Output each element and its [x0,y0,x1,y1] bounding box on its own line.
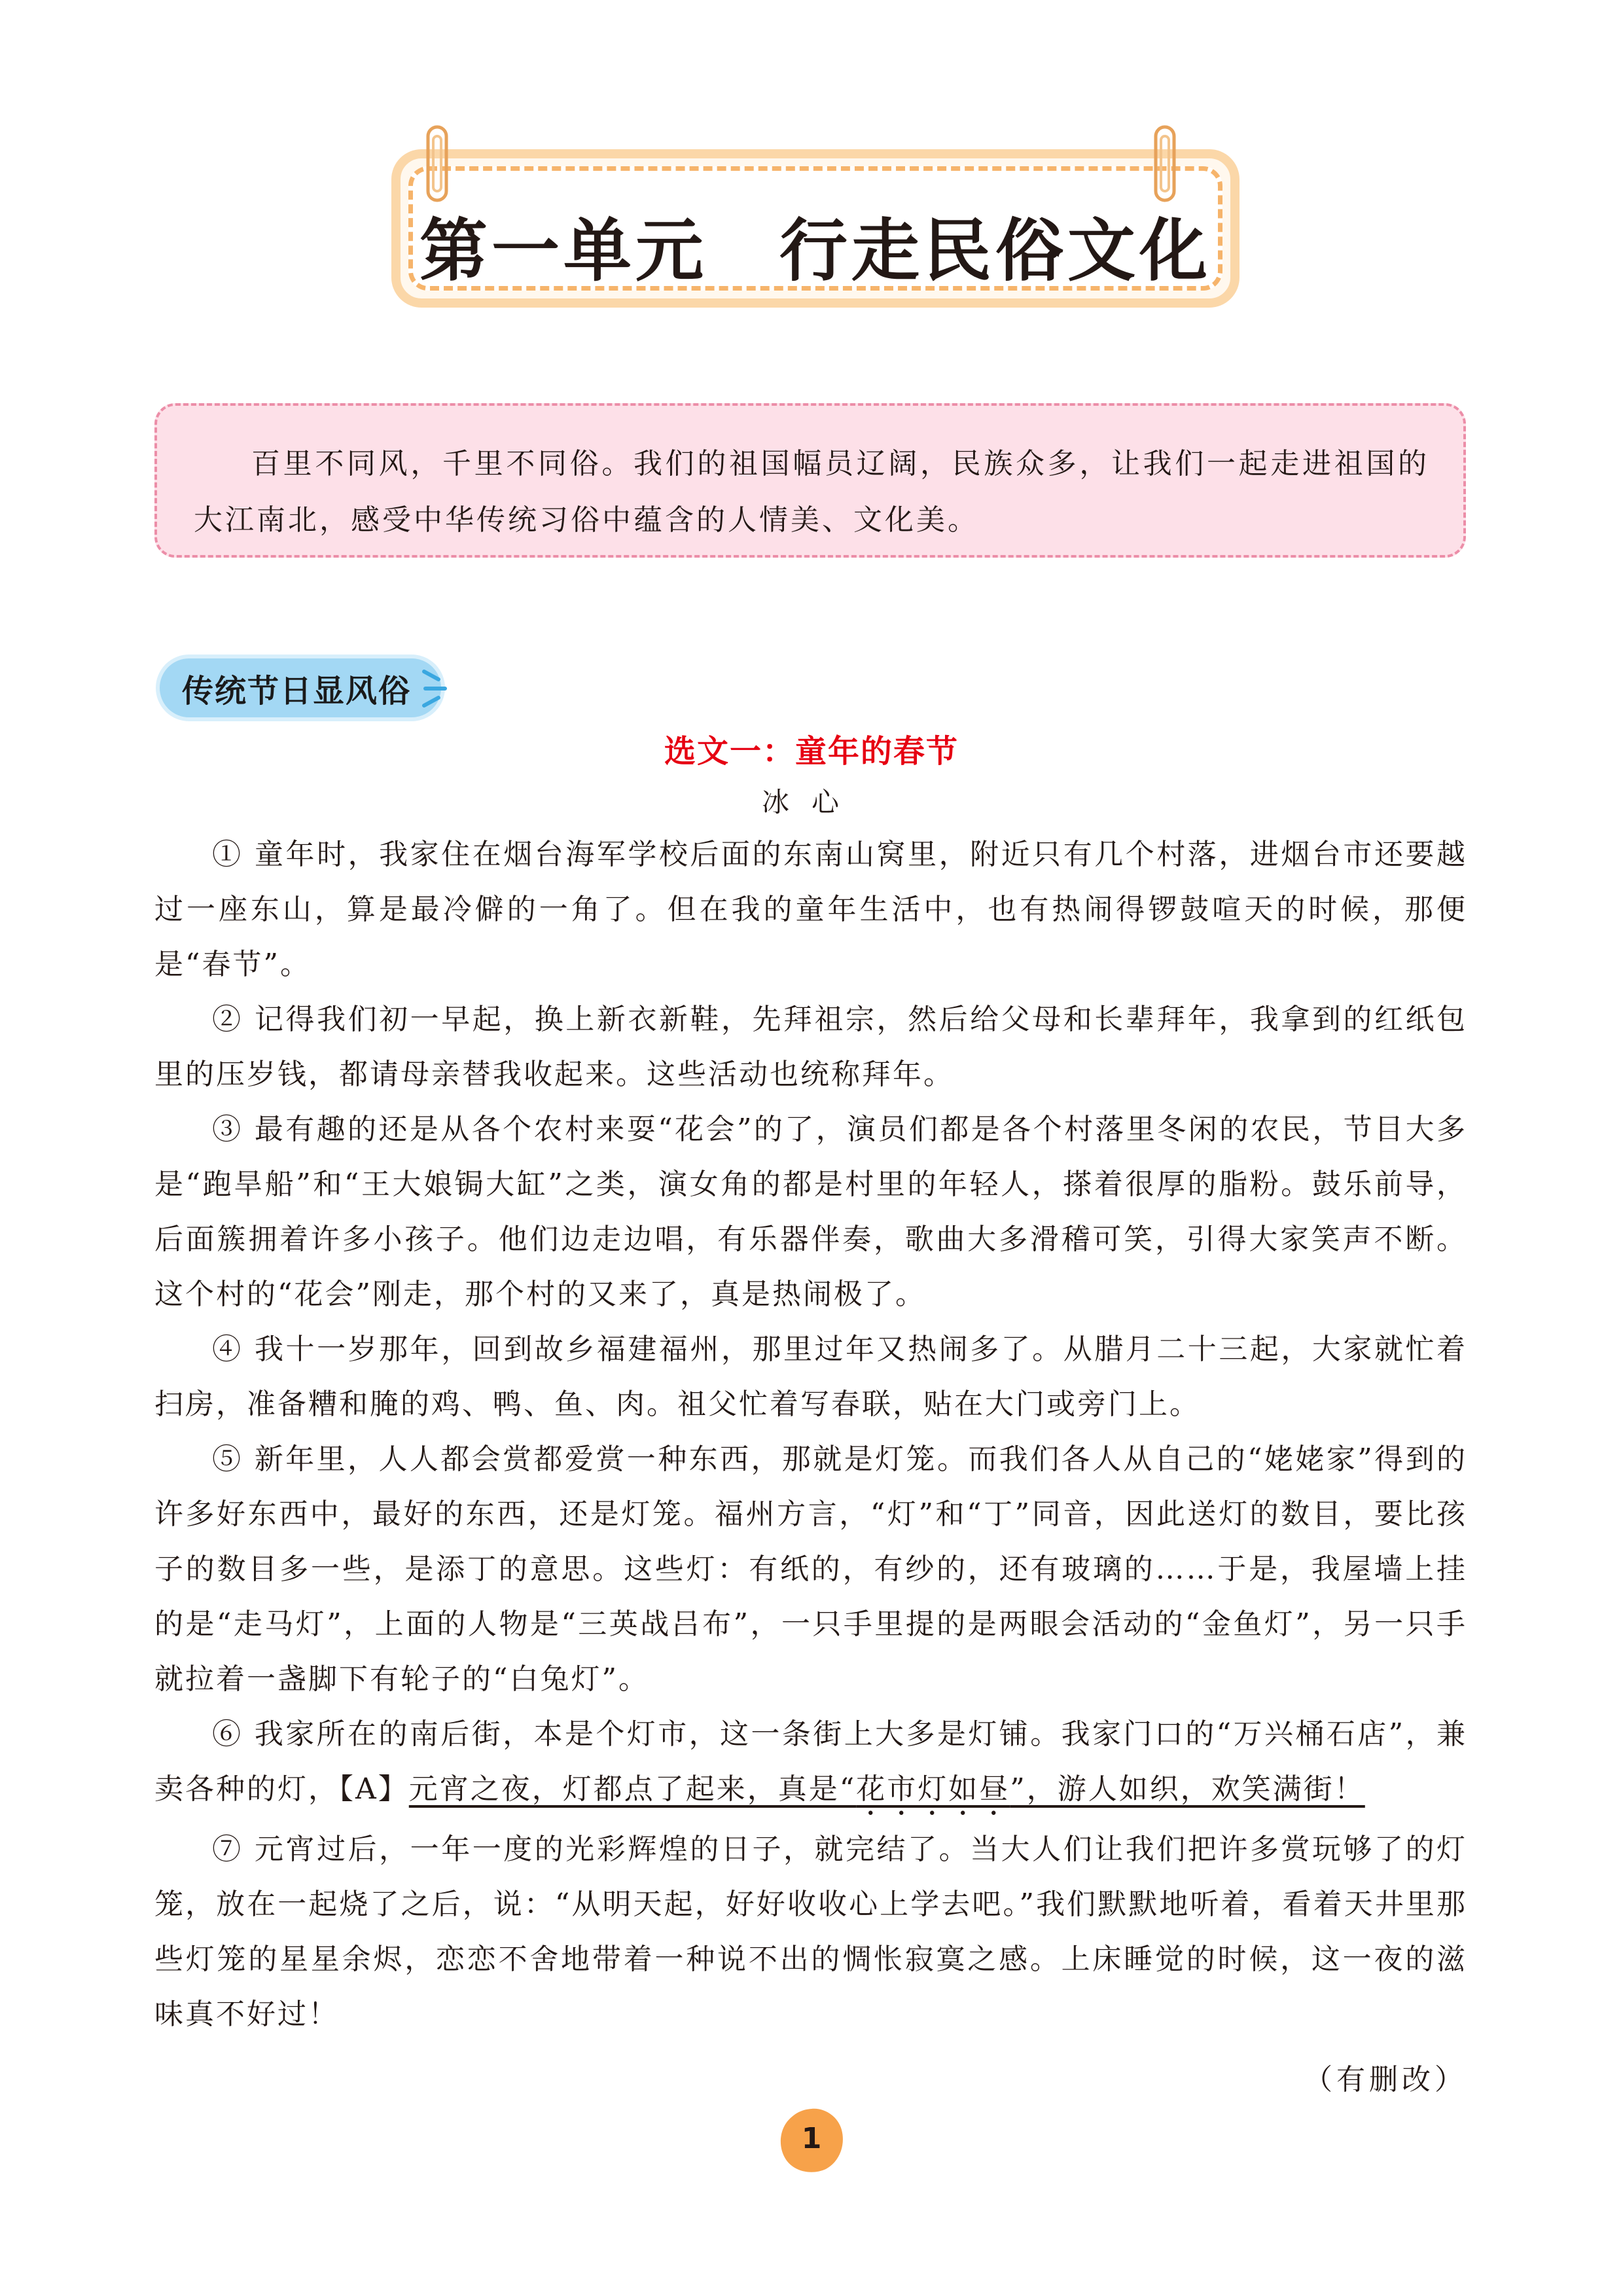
unit-title: 第一单元 行走民俗文化 [419,211,1211,291]
underlined-sentence-start: 元宵之夜，灯都点了起来，真是“ [408,1772,857,1806]
article-body [154,827,1467,2042]
paragraph-2: ② 记得我们初一早起，换上新衣新鞋，先拜祖宗，然后给父母和长辈拜年，我拿到的红纸包里的压岁钱，都请母亲替我收起来。这些活动也统称拜年。 [154,1003,1467,1091]
page-number: 1 [801,2122,822,2155]
paragraph-6 [154,1707,1467,1822]
paragraph-4: ④ 我十一岁那年，回到故乡福建福州，那里过年又热闹多了。从腊月二十三起，大家就忙着扫房，准备糟和腌的鸡、鸭、鱼、肉。祖父忙着写春联，贴在大门或旁门上。 [154,1333,1467,1421]
unit-title-banner-inner [408,166,1222,291]
marker-a: 【A】 [339,1772,409,1806]
paper-clip-left-icon [424,124,450,203]
section-tag-label: 传统节日显风俗 [182,673,412,709]
underlined-sentence [409,1772,1365,1806]
intro-text: 百里不同风，千里不同俗。我们的祖国幅员辽阔，民族众多，让我们一起走进祖国的大江南北，感受中华传统习俗中蕴含的人情美、文化美。 [194,447,1429,537]
edit-note: （有删改） [1304,2063,1467,2096]
dotted-phrase: 花市灯如昼 [856,1772,1010,1806]
section-tag [156,655,445,721]
paragraph-5: ⑤ 新年里，人人都会赏都爱赏一种东西，那就是灯笼。而我们各人从自己的“姥姥家”得到的许多好东西中，最好的东西，还是灯笼。福州方言，“灯”和“丁”同音，因此送灯的数目，要比孩子的数目多一些，是添丁的意思。这些灯：有纸的，有纱的，还有玻璃的……于是，我屋墙上挂的是“走马灯”，上面的人物是“三英战吕布”，一只手里提的是两眼会活动的“金鱼灯”，另一只手就拉着一盏脚下有轮子的“白兔灯”。 [154,1443,1467,1696]
article-author: 冰心 [761,786,861,818]
paragraph-1: ① 童年时，我家住在烟台海军学校后面的东南山窝里，附近只有几个村落，进烟台市还要越过一座东山，算是最冷僻的一角了。但在我的童年生活中，也有热闹得锣鼓喧天的时候，那便是“春节”。 [154,838,1467,981]
paragraph-3: ③ 最有趣的还是从各个农村来耍“花会”的了，演员们都是各个村落里冬闲的农民，节目大多是“跑旱船”和“王大娘锔大缸”之类，演女角的都是村里的年轻人，搽着很厚的脂粉。鼓乐前导，后面簇拥着许多小孩子。他们边走边唱，有乐器伴奏，歌曲大多滑稽可笑，引得大家笑声不断。这个村的“花会”刚走，那个村的又来了，真是热闹极了。 [154,1113,1467,1311]
sparkle-icon [419,666,450,711]
unit-title-banner [391,149,1240,308]
paragraph-7: ⑦ 元宵过后，一年一度的光彩辉煌的日子，就完结了。当大人们让我们把许多赏玩够了的灯笼，放在一起烧了之后，说：“从明天起，好好收收心上学去吧。”我们默默地听着，看着天井里那些灯笼的星星余烬，恋恋不舍地带着一种说不出的惆怅寂寞之感。上床睡觉的时候，这一夜的滋味真不好过！ [154,1833,1468,2031]
underlined-sentence-end: ”，游人如织，欢笑满街！ [1010,1772,1365,1806]
paragraph-6-lead: ⑥ 我家所在的南后街，本是个灯市，这一条街上大多是灯铺。我家门口的“万兴桶石店”，兼卖各种的灯， [154,1717,1467,1806]
intro-box [154,403,1466,558]
article-title: 选文一：童年的春节 [664,733,959,770]
paper-clip-right-icon [1152,124,1178,203]
